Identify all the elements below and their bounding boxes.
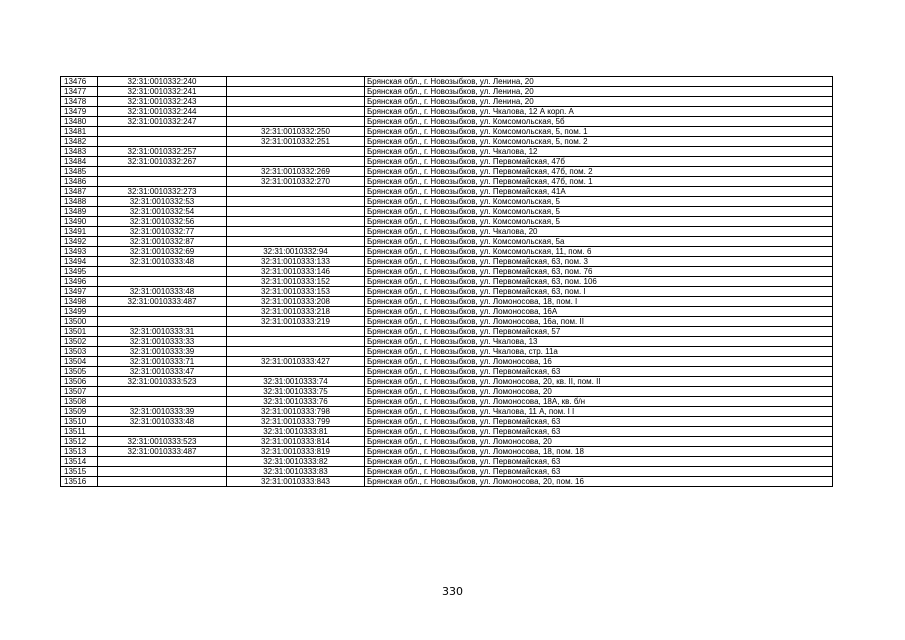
table-row [61, 397, 833, 407]
table-row [61, 247, 833, 257]
cadastral-number-cell: 32:31:0010332:241 [98, 87, 227, 97]
cadastral-number-cell [98, 167, 227, 177]
row-number-cell: 13498 [61, 297, 98, 307]
related-cadastral-number-cell [227, 347, 365, 357]
related-cadastral-number-cell [227, 207, 365, 217]
address-cell: Брянская обл., г. Новозыбков, ул. Чкалова, 12 [365, 147, 833, 157]
address-cell: Брянская обл., г. Новозыбков, ул. Первомайская, 63, пом. 76 [365, 267, 833, 277]
cadastral-number-cell [98, 457, 227, 467]
table-row [61, 477, 833, 487]
address-cell: Брянская обл., г. Новозыбков, ул. Комсомольская, 5а [365, 237, 833, 247]
table-row [61, 357, 833, 367]
address-cell: Брянская обл., г. Новозыбков, ул. Комсомольская, 5, пом. 1 [365, 127, 833, 137]
address-cell: Брянская обл., г. Новозыбков, ул. Первомайская, 63, пом. 106 [365, 277, 833, 287]
table-row [61, 97, 833, 107]
address-cell: Брянская обл., г. Новозыбков, ул. Чкалова, 20 [365, 227, 833, 237]
table-row [61, 77, 833, 87]
row-number-cell: 13486 [61, 177, 98, 187]
row-number-cell: 13493 [61, 247, 98, 257]
cadastral-number-cell: 32:31:0010333:39 [98, 347, 227, 357]
cadastral-number-cell [98, 427, 227, 437]
row-number-cell: 13515 [61, 467, 98, 477]
row-number-cell: 13497 [61, 287, 98, 297]
cadastral-number-cell [98, 317, 227, 327]
address-cell: Брянская обл., г. Новозыбков, ул. Ломоносова, 16 [365, 357, 833, 367]
cadastral-number-cell: 32:31:0010333:487 [98, 297, 227, 307]
cadastral-number-cell: 32:31:0010333:71 [98, 357, 227, 367]
table-row [61, 127, 833, 137]
cadastral-number-cell: 32:31:0010332:56 [98, 217, 227, 227]
table-row [61, 147, 833, 157]
row-number-cell: 13485 [61, 167, 98, 177]
related-cadastral-number-cell: 32:31:0010333:82 [227, 457, 365, 467]
table-row [61, 307, 833, 317]
address-cell: Брянская обл., г. Новозыбков, ул. Чкалова, 12 А корп. А [365, 107, 833, 117]
address-cell: Брянская обл., г. Новозыбков, ул. Ленина, 20 [365, 87, 833, 97]
related-cadastral-number-cell: 32:31:0010333:819 [227, 447, 365, 457]
related-cadastral-number-cell [227, 337, 365, 347]
row-number-cell: 13477 [61, 87, 98, 97]
address-cell: Брянская обл., г. Новозыбков, ул. Первомайская, 63 [365, 457, 833, 467]
address-cell: Брянская обл., г. Новозыбков, ул. Первомайская, 47б [365, 157, 833, 167]
cadastral-number-cell: 32:31:0010333:39 [98, 407, 227, 417]
row-number-cell: 13514 [61, 457, 98, 467]
table-row [61, 287, 833, 297]
related-cadastral-number-cell [227, 147, 365, 157]
related-cadastral-number-cell: 32:31:0010332:250 [227, 127, 365, 137]
cadastral-number-cell: 32:31:0010333:48 [98, 257, 227, 267]
address-cell: Брянская обл., г. Новозыбков, ул. Ломоносова, 20, кв. II, пом. II [365, 377, 833, 387]
address-cell: Брянская обл., г. Новозыбков, ул. Ломоносова, 18А, кв. б/н [365, 397, 833, 407]
table-row [61, 427, 833, 437]
row-number-cell: 13479 [61, 107, 98, 117]
table-row [61, 467, 833, 477]
table-row [61, 317, 833, 327]
row-number-cell: 13513 [61, 447, 98, 457]
related-cadastral-number-cell: 32:31:0010333:146 [227, 267, 365, 277]
address-cell: Брянская обл., г. Новозыбков, ул. Чкалова, 13 [365, 337, 833, 347]
address-cell: Брянская обл., г. Новозыбков, ул. Первомайская, 41А [365, 187, 833, 197]
address-cell: Брянская обл., г. Новозыбков, ул. Первомайская, 63 [365, 427, 833, 437]
address-cell: Брянская обл., г. Новозыбков, ул. Ломоносова, 18, пом. 18 [365, 447, 833, 457]
related-cadastral-number-cell [227, 367, 365, 377]
row-number-cell: 13478 [61, 97, 98, 107]
related-cadastral-number-cell: 32:31:0010333:208 [227, 297, 365, 307]
row-number-cell: 13489 [61, 207, 98, 217]
related-cadastral-number-cell [227, 117, 365, 127]
cadastral-number-cell: 32:31:0010333:48 [98, 417, 227, 427]
address-cell: Брянская обл., г. Новозыбков, ул. Первомайская, 47б, пом. 1 [365, 177, 833, 187]
address-cell: Брянская обл., г. Новозыбков, ул. Комсомольская, 5, пом. 2 [365, 137, 833, 147]
address-cell: Брянская обл., г. Новозыбков, ул. Первомайская, 47б, пом. 2 [365, 167, 833, 177]
related-cadastral-number-cell: 32:31:0010333:799 [227, 417, 365, 427]
row-number-cell: 13510 [61, 417, 98, 427]
row-number-cell: 13505 [61, 367, 98, 377]
address-cell: Брянская обл., г. Новозыбков, ул. Комсомольская, 5б [365, 117, 833, 127]
address-cell: Брянская обл., г. Новозыбков, ул. Ломоносова, 16А [365, 307, 833, 317]
address-cell: Брянская обл., г. Новозыбков, ул. Первомайская, 63, пом. 3 [365, 257, 833, 267]
cadastral-number-cell [98, 267, 227, 277]
table-row [61, 337, 833, 347]
row-number-cell: 13490 [61, 217, 98, 227]
address-cell: Брянская обл., г. Новозыбков, ул. Ленина, 20 [365, 77, 833, 87]
row-number-cell: 13504 [61, 357, 98, 367]
address-cell: Брянская обл., г. Новозыбков, ул. Комсомольская, 5 [365, 207, 833, 217]
table-row [61, 267, 833, 277]
cadastral-number-cell: 32:31:0010332:243 [98, 97, 227, 107]
address-cell: Брянская обл., г. Новозыбков, ул. Ленина, 20 [365, 97, 833, 107]
related-cadastral-number-cell: 32:31:0010333:76 [227, 397, 365, 407]
cadastral-number-cell [98, 477, 227, 487]
address-cell: Брянская обл., г. Новозыбков, ул. Комсомольская, 5 [365, 197, 833, 207]
table-row [61, 327, 833, 337]
table-row [61, 107, 833, 117]
cadastral-number-cell: 32:31:0010332:257 [98, 147, 227, 157]
related-cadastral-number-cell [227, 157, 365, 167]
related-cadastral-number-cell [227, 107, 365, 117]
table-row [61, 347, 833, 357]
related-cadastral-number-cell [227, 187, 365, 197]
cadastral-number-cell [98, 177, 227, 187]
row-number-cell: 13496 [61, 277, 98, 287]
related-cadastral-number-cell [227, 227, 365, 237]
cadastral-number-cell [98, 277, 227, 287]
row-number-cell: 13509 [61, 407, 98, 417]
address-cell: Брянская обл., г. Новозыбков, ул. Комсомольская, 11, пом. 6 [365, 247, 833, 257]
related-cadastral-number-cell [227, 197, 365, 207]
cadastral-number-cell: 32:31:0010332:77 [98, 227, 227, 237]
table-row [61, 387, 833, 397]
table-row [61, 117, 833, 127]
cadastral-number-cell: 32:31:0010332:240 [98, 77, 227, 87]
row-number-cell: 13506 [61, 377, 98, 387]
row-number-cell: 13508 [61, 397, 98, 407]
table-row [61, 187, 833, 197]
table-row [61, 157, 833, 167]
related-cadastral-number-cell: 32:31:0010333:798 [227, 407, 365, 417]
related-cadastral-number-cell: 32:31:0010333:74 [227, 377, 365, 387]
address-cell: Брянская обл., г. Новозыбков, ул. Первомайская, 63, пом. I [365, 287, 833, 297]
row-number-cell: 13476 [61, 77, 98, 87]
cadastral-number-cell [98, 137, 227, 147]
row-number-cell: 13491 [61, 227, 98, 237]
address-cell: Брянская обл., г. Новозыбков, ул. Первомайская, 63 [365, 467, 833, 477]
related-cadastral-number-cell [227, 237, 365, 247]
row-number-cell: 13481 [61, 127, 98, 137]
cadastral-number-cell: 32:31:0010332:244 [98, 107, 227, 117]
table-row [61, 257, 833, 267]
table-row [61, 177, 833, 187]
related-cadastral-number-cell: 32:31:0010333:152 [227, 277, 365, 287]
cadastral-number-cell: 32:31:0010332:69 [98, 247, 227, 257]
address-cell: Брянская обл., г. Новозыбков, ул. Ломоносова, 20, пом. 16 [365, 477, 833, 487]
row-number-cell: 13484 [61, 157, 98, 167]
related-cadastral-number-cell: 32:31:0010333:427 [227, 357, 365, 367]
row-number-cell: 13495 [61, 267, 98, 277]
table-row [61, 87, 833, 97]
related-cadastral-number-cell [227, 97, 365, 107]
registry-table [60, 76, 833, 487]
row-number-cell: 13492 [61, 237, 98, 247]
related-cadastral-number-cell [227, 217, 365, 227]
related-cadastral-number-cell: 32:31:0010333:219 [227, 317, 365, 327]
row-number-cell: 13480 [61, 117, 98, 127]
table-row [61, 137, 833, 147]
cadastral-number-cell [98, 467, 227, 477]
related-cadastral-number-cell [227, 327, 365, 337]
row-number-cell: 13488 [61, 197, 98, 207]
address-cell: Брянская обл., г. Новозыбков, ул. Ломоносова, 20 [365, 387, 833, 397]
related-cadastral-number-cell: 32:31:0010332:94 [227, 247, 365, 257]
address-cell: Брянская обл., г. Новозыбков, ул. Ломоносова, 16а, пом. II [365, 317, 833, 327]
address-cell: Брянская обл., г. Новозыбков, ул. Ломоносова, 20 [365, 437, 833, 447]
row-number-cell: 13482 [61, 137, 98, 147]
address-cell: Брянская обл., г. Новозыбков, ул. Чкалова, стр. 11а [365, 347, 833, 357]
cadastral-number-cell: 32:31:0010333:33 [98, 337, 227, 347]
row-number-cell: 13516 [61, 477, 98, 487]
related-cadastral-number-cell: 32:31:0010333:843 [227, 477, 365, 487]
cadastral-number-cell: 32:31:0010333:523 [98, 377, 227, 387]
row-number-cell: 13494 [61, 257, 98, 267]
table-row [61, 277, 833, 287]
related-cadastral-number-cell: 32:31:0010332:251 [227, 137, 365, 147]
related-cadastral-number-cell: 32:31:0010333:75 [227, 387, 365, 397]
cadastral-number-cell [98, 127, 227, 137]
registry-table-body [61, 77, 833, 487]
table-row [61, 457, 833, 467]
table-row [61, 217, 833, 227]
row-number-cell: 13507 [61, 387, 98, 397]
row-number-cell: 13483 [61, 147, 98, 157]
address-cell: Брянская обл., г. Новозыбков, ул. Первомайская, 63 [365, 367, 833, 377]
table-row [61, 237, 833, 247]
cadastral-number-cell: 32:31:0010332:54 [98, 207, 227, 217]
cadastral-number-cell: 32:31:0010333:48 [98, 287, 227, 297]
row-number-cell: 13501 [61, 327, 98, 337]
page-number: 330 [442, 585, 463, 598]
cadastral-number-cell: 32:31:0010332:267 [98, 157, 227, 167]
cadastral-number-cell: 32:31:0010333:47 [98, 367, 227, 377]
related-cadastral-number-cell: 32:31:0010333:814 [227, 437, 365, 447]
address-cell: Брянская обл., г. Новозыбков, ул. Комсомольская, 5 [365, 217, 833, 227]
related-cadastral-number-cell: 32:31:0010333:153 [227, 287, 365, 297]
table-row [61, 417, 833, 427]
row-number-cell: 13512 [61, 437, 98, 447]
cadastral-number-cell: 32:31:0010332:53 [98, 197, 227, 207]
cadastral-number-cell: 32:31:0010332:247 [98, 117, 227, 127]
cadastral-number-cell: 32:31:0010332:87 [98, 237, 227, 247]
cadastral-number-cell: 32:31:0010333:31 [98, 327, 227, 337]
related-cadastral-number-cell [227, 77, 365, 87]
table-row [61, 207, 833, 217]
related-cadastral-number-cell: 32:31:0010333:83 [227, 467, 365, 477]
address-cell: Брянская обл., г. Новозыбков, ул. Первомайская, 63 [365, 417, 833, 427]
related-cadastral-number-cell: 32:31:0010333:133 [227, 257, 365, 267]
row-number-cell: 13500 [61, 317, 98, 327]
related-cadastral-number-cell: 32:31:0010332:270 [227, 177, 365, 187]
table-row [61, 377, 833, 387]
table-row [61, 367, 833, 377]
cadastral-number-cell: 32:31:0010333:523 [98, 437, 227, 447]
cadastral-number-cell: 32:31:0010333:487 [98, 447, 227, 457]
address-cell: Брянская обл., г. Новозыбков, ул. Ломоносова, 18, пом. I [365, 297, 833, 307]
row-number-cell: 13503 [61, 347, 98, 357]
related-cadastral-number-cell: 32:31:0010333:81 [227, 427, 365, 437]
table-row [61, 297, 833, 307]
row-number-cell: 13502 [61, 337, 98, 347]
row-number-cell: 13511 [61, 427, 98, 437]
table-row [61, 167, 833, 177]
table-row [61, 437, 833, 447]
table-row [61, 407, 833, 417]
table-row [61, 197, 833, 207]
related-cadastral-number-cell [227, 87, 365, 97]
related-cadastral-number-cell: 32:31:0010332:269 [227, 167, 365, 177]
address-cell: Брянская обл., г. Новозыбков, ул. Чкалова, 11 А, пом. I I [365, 407, 833, 417]
cadastral-number-cell [98, 387, 227, 397]
row-number-cell: 13487 [61, 187, 98, 197]
table-row [61, 227, 833, 237]
cadastral-number-cell [98, 397, 227, 407]
address-cell: Брянская обл., г. Новозыбков, ул. Первомайская, 57 [365, 327, 833, 337]
related-cadastral-number-cell: 32:31:0010333:218 [227, 307, 365, 317]
row-number-cell: 13499 [61, 307, 98, 317]
table-row [61, 447, 833, 457]
cadastral-number-cell [98, 307, 227, 317]
cadastral-number-cell: 32:31:0010332:273 [98, 187, 227, 197]
